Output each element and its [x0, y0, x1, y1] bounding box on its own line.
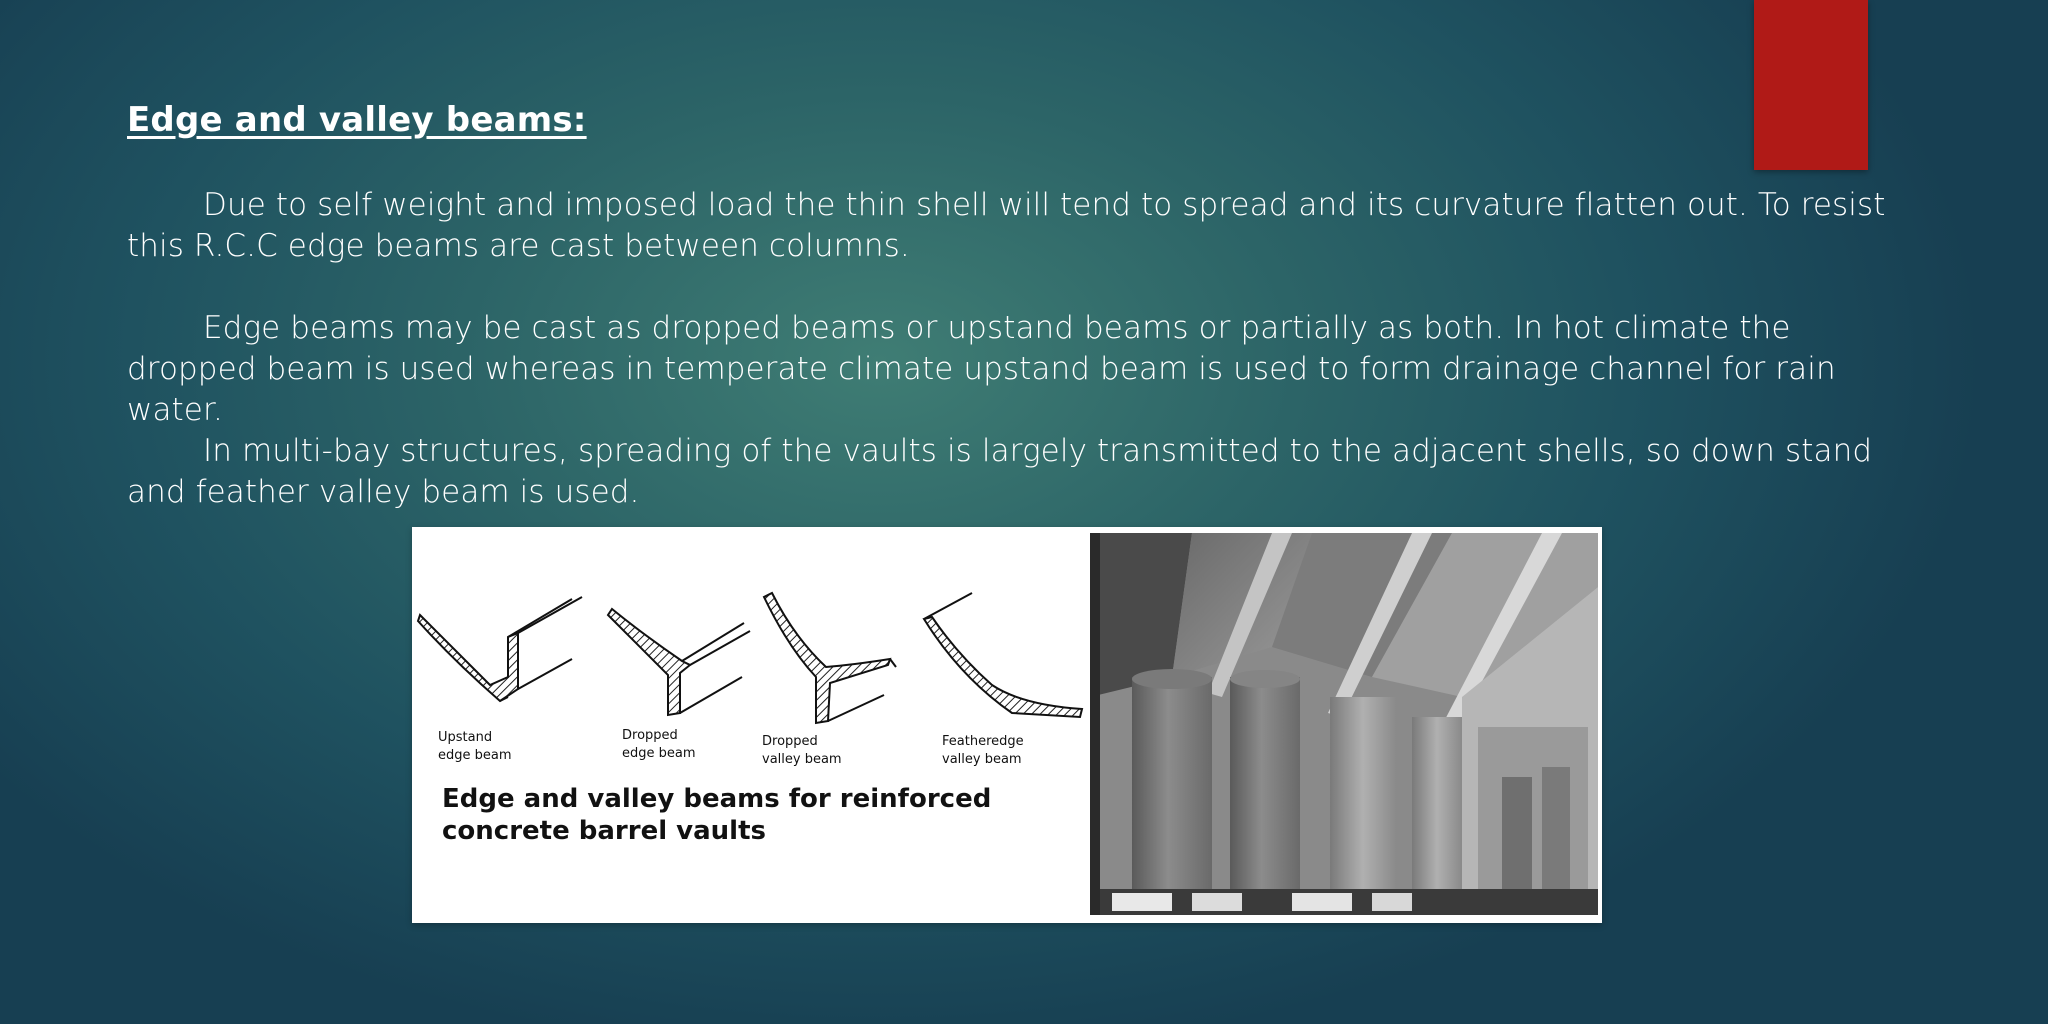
slide-title: Edge and valley beams: [127, 100, 587, 140]
vault-interior-photo [1090, 533, 1598, 915]
label-featheredge-line1: Featheredge [942, 734, 1024, 749]
label-upstand-line1: Upstand [438, 730, 493, 745]
beam-diagrams [418, 593, 1082, 846]
label-dropped-edge-line1: Dropped [622, 728, 678, 743]
accent-tab [1754, 0, 1868, 170]
paragraph-beam-types: Edge beams may be cast as dropped beams or upstand beams or partially as both. In hot climate the dropped beam is used whereas in temperate climate upstand beam is used to form drainage channel for rain water. [127, 310, 1846, 428]
dropped-edge-beam-sketch [608, 609, 750, 715]
beam-figure-svg [412, 527, 1602, 923]
label-dropped-valley-line2: valley beam [762, 752, 842, 767]
paragraph-gap [127, 267, 1887, 308]
beam-figure [412, 527, 1602, 923]
dropped-valley-beam-sketch [764, 593, 896, 723]
figure-caption-line2: concrete barrel vaults [442, 816, 766, 846]
paragraph-edge-beams-purpose: Due to self weight and imposed load the thin shell will tend to spread and its curvature flatten out. To resist this R.C.C edge beams are cast between columns. [127, 187, 1896, 264]
label-dropped-edge-line2: edge beam [622, 746, 696, 761]
featheredge-valley-beam-sketch [924, 593, 1082, 717]
figure-caption-line1: Edge and valley beams for reinforced [442, 784, 992, 814]
paragraph-multi-bay: In multi-bay structures, spreading of the vaults is largely transmitted to the adjacent shells, so down stand and feather valley beam is used. [127, 433, 1883, 510]
upstand-edge-beam-sketch [418, 597, 582, 701]
slide-body [127, 185, 1896, 513]
label-featheredge-line2: valley beam [942, 752, 1022, 767]
label-dropped-valley-line1: Dropped [762, 734, 818, 749]
label-upstand-line2: edge beam [438, 748, 512, 763]
